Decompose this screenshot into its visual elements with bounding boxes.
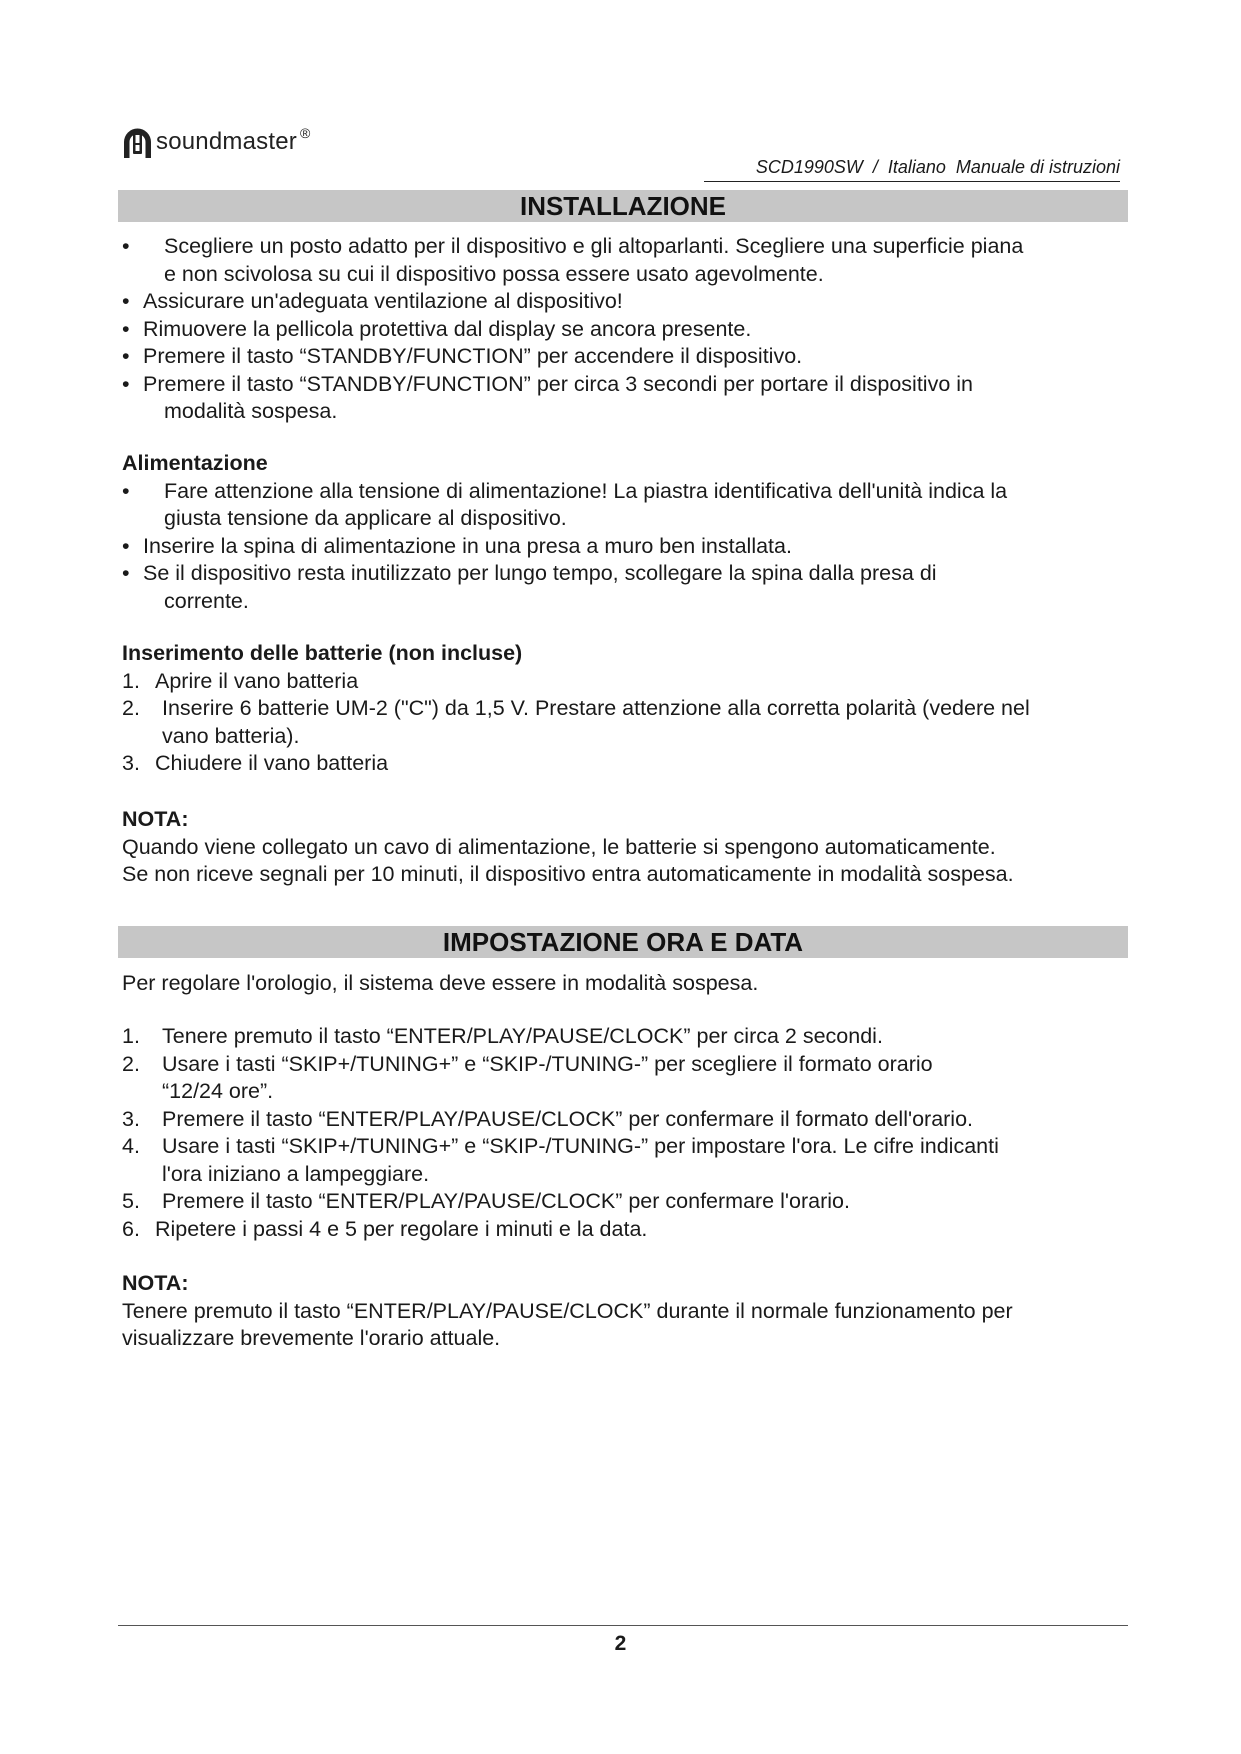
section-heading-installazione: INSTALLAZIONE [118, 190, 1128, 222]
subheading-alimentazione: Alimentazione [122, 451, 268, 475]
list-item-text: Premere il tasto “STANDBY/FUNCTION” per accendere il dispositivo. [143, 344, 803, 368]
list-item [122, 1023, 1132, 1051]
list-item-text: modalità sospesa. [164, 399, 338, 423]
list-item-text: Inserire 6 batterie UM-2 ("C") da 1,5 V. Prestare attenzione alla corretta polarità (vedere nel [162, 696, 1030, 720]
installation-bullets [122, 233, 1132, 426]
list-item-text: Fare attenzione alla tensione di alimentazione! La piastra identificativa dell'unità indica la [164, 478, 1008, 503]
bullet-marker: • [122, 561, 130, 585]
list-item-text: Premere il tasto “STANDBY/FUNCTION” per circa 3 secondi per portare il dispositivo in [143, 371, 973, 396]
page-number: 2 [614, 1632, 627, 1655]
list-item-text: corrente. [164, 588, 249, 613]
list-item [122, 668, 1132, 696]
note-text: visualizzare brevemente l'orario attuale. [122, 1326, 501, 1350]
bullet-marker: • [122, 371, 130, 396]
list-item [122, 695, 1132, 750]
list-item-text: Premere il tasto “ENTER/PLAY/PAUSE/CLOCK” per confermare l'orario. [162, 1189, 850, 1213]
list-item-text: Ripetere i passi 4 e 5 per regolare i minuti e la data. [155, 1216, 648, 1241]
step-number: 1. [122, 1024, 140, 1048]
list-item [122, 316, 1132, 344]
subheading-batterie: Inserimento delle batterie (non incluse) [122, 641, 523, 665]
note-text: Tenere premuto il tasto “ENTER/PLAY/PAUSE/CLOCK” durante il normale funzionamento per [122, 1298, 1013, 1323]
list-item-text: Tenere premuto il tasto “ENTER/PLAY/PAUSE/CLOCK” per circa 2 secondi. [162, 1024, 883, 1048]
note-heading: NOTA: [122, 807, 189, 831]
step-number: 2. [122, 696, 140, 720]
bullet-marker: • [122, 289, 130, 313]
bullet-marker: • [122, 316, 130, 341]
list-item [122, 560, 1132, 615]
list-item [122, 533, 1132, 561]
soundmaster-logo [121, 122, 310, 162]
footer-divider [118, 1625, 1128, 1626]
bullet-marker: • [122, 234, 130, 258]
document-title: SCD1990SW / Italiano Manuale di istruzioni [704, 157, 1120, 182]
list-item-text: Premere il tasto “ENTER/PLAY/PAUSE/CLOCK” per confermare il formato dell'orario. [162, 1106, 974, 1131]
brand-name: soundmaster [156, 128, 297, 155]
list-item-text: Inserire la spina di alimentazione in una presa a muro ben installata. [143, 533, 792, 558]
step-number: 6. [122, 1216, 140, 1241]
note-text: Se non riceve segnali per 10 minuti, il dispositivo entra automaticamente in modalità sospesa. [122, 862, 1014, 886]
list-item-text: Assicurare un'adeguata ventilazione al dispositivo! [143, 289, 623, 313]
list-item [122, 1051, 1132, 1106]
step-number: 5. [122, 1189, 140, 1213]
list-item-text: e non scivolosa su cui il dispositivo possa essere usato agevolmente. [164, 261, 824, 286]
note-block-2 [122, 1270, 1132, 1353]
clock-intro: Per regolare l'orologio, il sistema deve essere in modalità sospesa. [122, 971, 759, 995]
list-item-text: Rimuovere la pellicola protettiva dal display se ancora presente. [143, 316, 752, 341]
list-item [122, 371, 1132, 426]
step-number: 3. [122, 1106, 140, 1131]
list-item [122, 478, 1132, 533]
list-item [122, 1106, 1132, 1134]
note-text: Quando viene collegato un cavo di alimentazione, le batterie si spengono automaticamente. [122, 834, 996, 859]
note-heading: NOTA: [122, 1271, 189, 1295]
power-section [122, 450, 1132, 615]
list-item [122, 750, 1132, 778]
batteries-section [122, 640, 1132, 778]
step-number: 2. [122, 1051, 140, 1076]
list-item [122, 1216, 1132, 1244]
bullet-marker: • [122, 344, 130, 368]
soundmaster-logo-icon [121, 124, 154, 160]
list-item [122, 233, 1132, 288]
list-item [122, 1133, 1132, 1188]
list-item-text: vano batteria). [162, 723, 300, 748]
step-number: 3. [122, 751, 140, 775]
clock-steps [122, 1023, 1132, 1243]
list-item-text: Se il dispositivo resta inutilizzato per lungo tempo, scollegare la spina dalla presa di [143, 561, 937, 585]
list-item-text: giusta tensione da applicare al dispositivo. [164, 506, 567, 530]
list-item-text: Chiudere il vano batteria [155, 751, 389, 775]
step-number: 1. [122, 668, 140, 693]
list-item-text: Aprire il vano batteria [155, 668, 359, 693]
bullet-marker: • [122, 533, 130, 558]
list-item [122, 288, 1132, 316]
step-number: 4. [122, 1134, 140, 1158]
list-item [122, 343, 1132, 371]
list-item-text: Scegliere un posto adatto per il dispositivo e gli altoparlanti. Scegliere una superficie piana [164, 234, 1024, 258]
list-item-text: l'ora iniziano a lampeggiare. [162, 1161, 430, 1186]
section-heading-impostazione-ora-e-data: IMPOSTAZIONE ORA E DATA [118, 926, 1128, 958]
list-item-text: Usare i tasti “SKIP+/TUNING+” e “SKIP-/TUNING-” per impostare l'ora. Le cifre indicanti [162, 1134, 999, 1158]
bullet-marker: • [122, 478, 130, 503]
note-block-1 [122, 806, 1132, 889]
list-item [122, 1188, 1132, 1216]
registered-mark: ® [299, 125, 311, 141]
list-item-text: “12/24 ore”. [162, 1079, 274, 1103]
list-item-text: Usare i tasti “SKIP+/TUNING+” e “SKIP-/TUNING-” per scegliere il formato orario [162, 1051, 933, 1076]
